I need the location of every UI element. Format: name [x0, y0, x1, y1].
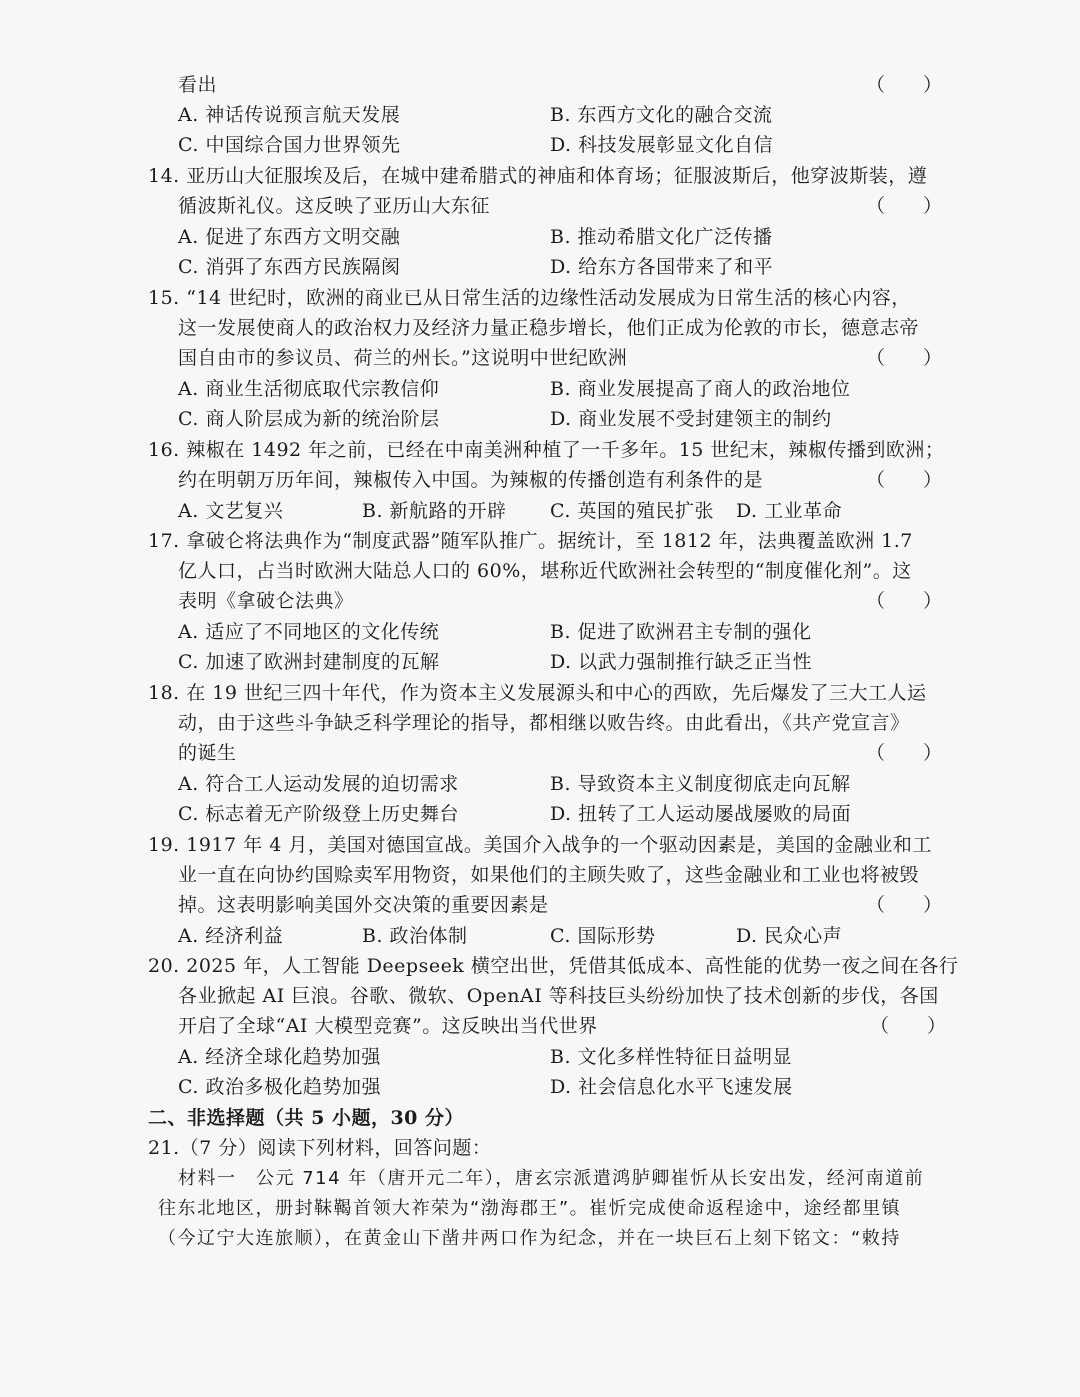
q20-option-c: C. 政治多极化趋势加强: [178, 1076, 381, 1098]
q17-option-b: B. 促进了欧洲君主专制的强化: [550, 621, 812, 643]
q13-stem-tail: 看出: [178, 74, 218, 96]
q14-stem-line: 14. 亚历山大征服埃及后，在城中建希腊式的神庙和体育场；征服波斯后，他穿波斯装，遵: [148, 165, 928, 187]
q14-option-b: B. 推动希腊文化广泛传播: [550, 226, 773, 248]
q17-option-d: D. 以武力强制推行缺乏正当性: [550, 651, 813, 673]
q15-option-d: D. 商业发展不受封建领主的制约: [550, 408, 832, 430]
q19-stem-line: 业一直在向协约国赊卖军用物资，如果他们的主顾失败了，这些金融业和工业也将被毁: [178, 864, 920, 886]
q13-option-b: B. 东西方文化的融合交流: [550, 104, 773, 126]
q13-option-d: D. 科技发展彰显文化自信: [550, 134, 774, 156]
q19-option-d: D. 民众心声: [736, 925, 843, 947]
section-heading: 二、非选择题（共 5 小题，30 分）: [148, 1107, 465, 1129]
q20-stem-line: 各业掀起 AI 巨浪。谷歌、微软、OpenAI 等科技巨头纷纷加快了技术创新的步伐，各国: [178, 985, 939, 1007]
q17-stem-line: 表明《拿破仑法典》: [178, 590, 354, 612]
q14-answer-paren: （ ）: [866, 195, 943, 217]
q18-option-d: D. 扭转了工人运动屡战屡败的局面: [550, 803, 852, 825]
q13-option-a: A. 神话传说预言航天发展: [178, 104, 401, 126]
q19-answer-paren: （ ）: [866, 894, 943, 916]
q15-option-b: B. 商业发展提高了商人的政治地位: [550, 378, 851, 400]
q20-stem-line: 开启了全球“AI 大模型竞赛”。这反映出当代世界: [178, 1015, 598, 1037]
q15-stem-line: 国自由市的参议员、荷兰的州长。”这说明中世纪欧洲: [178, 347, 628, 369]
q18-option-c: C. 标志着无产阶级登上历史舞台: [178, 803, 459, 825]
q17-option-c: C. 加速了欧洲封建制度的瓦解: [178, 651, 440, 673]
q13-answer-paren: （ ）: [866, 74, 943, 96]
q16-stem-line: 约在明朝万历年间，辣椒传入中国。为辣椒的传播创造有利条件的是: [178, 469, 764, 491]
q18-stem-line: 18. 在 19 世纪三四十年代，作为资本主义发展源头和中心的西欧，先后爆发了三大工人运: [148, 682, 927, 704]
q16-stem-line: 16. 辣椒在 1492 年之前，已经在中南美洲种植了一千多年。15 世纪末，辣椒传播到欧洲；: [148, 439, 945, 461]
q15-stem-line: 这一发展使商人的政治权力及经济力量正稳步增长，他们正成为伦敦的市长，德意志帝: [178, 317, 920, 339]
q21-stem: 21.（7 分）阅读下列材料，回答问题：: [148, 1137, 492, 1159]
q19-option-c: C. 国际形势: [550, 925, 656, 947]
q18-stem-line: 动，由于这些斗争缺乏科学理论的指导，都相继以败告终。由此看出，《共产党宣言》: [178, 712, 910, 734]
q13-option-c: C. 中国综合国力世界领先: [178, 134, 401, 156]
q19-option-a: A. 经济利益: [178, 925, 284, 947]
q20-stem-line: 20. 2025 年，人工智能 Deepseek 横空出世，凭借其低成本、高性能的优势一夜之间在各行: [148, 955, 959, 977]
q19-option-b: B. 政治体制: [362, 925, 468, 947]
q17-answer-paren: （ ）: [866, 590, 943, 612]
q20-option-b: B. 文化多样性特征日益明显: [550, 1046, 793, 1068]
q19-stem-line: 19. 1917 年 4 月，美国对德国宣战。美国介入战争的一个驱动因素是，美国的金融业和工: [148, 834, 932, 856]
q14-option-a: A. 促进了东西方文明交融: [178, 226, 401, 248]
q15-answer-paren: （ ）: [866, 347, 943, 369]
q16-option-c: C. 英国的殖民扩张: [550, 500, 714, 522]
q21-material-line: （今辽宁大连旅顺），在黄金山下凿井两口作为纪念，并在一块巨石上刻下铭文：“敕持: [158, 1228, 901, 1249]
q14-stem-line: 循波斯礼仪。这反映了亚历山大东征: [178, 195, 491, 217]
q16-option-d: D. 工业革命: [736, 500, 843, 522]
q20-option-d: D. 社会信息化水平飞速发展: [550, 1076, 793, 1098]
q15-option-c: C. 商人阶层成为新的统治阶层: [178, 408, 440, 430]
q21-material-line: 往东北地区，册封靺鞨首领大祚荣为“渤海郡王”。崔忻完成使命返程途中，途经都里镇: [158, 1198, 902, 1219]
q16-option-b: B. 新航路的开辟: [362, 500, 507, 522]
q18-option-a: A. 符合工人运动发展的迫切需求: [178, 773, 459, 795]
q17-stem-line: 亿人口，占当时欧洲大陆总人口的 60%，堪称近代欧洲社会转型的“制度催化剂”。这: [178, 560, 912, 582]
q21-material-line: 材料一 公元 714 年（唐开元二年），唐玄宗派遣鸿胪卿崔忻从长安出发，经河南道前: [178, 1168, 925, 1189]
q17-stem-line: 17. 拿破仑将法典作为“制度武器”随军队推广。据统计，至 1812 年，法典覆盖欧洲 1.7: [148, 530, 913, 552]
q14-option-c: C. 消弭了东西方民族隔阂: [178, 256, 401, 278]
q20-option-a: A. 经济全球化趋势加强: [178, 1046, 381, 1068]
q15-stem-line: 15. “14 世纪时，欧洲的商业已从日常生活的边缘性活动发展成为日常生活的核心内容，: [148, 287, 911, 309]
q17-option-a: A. 适应了不同地区的文化传统: [178, 621, 440, 643]
q15-option-a: A. 商业生活彻底取代宗教信仰: [178, 378, 440, 400]
q18-stem-line: 的诞生: [178, 742, 237, 764]
q16-answer-paren: （ ）: [866, 469, 943, 491]
q18-answer-paren: （ ）: [866, 742, 943, 764]
q16-option-a: A. 文艺复兴: [178, 500, 284, 522]
q18-option-b: B. 导致资本主义制度彻底走向瓦解: [550, 773, 851, 795]
q20-answer-paren: （ ）: [870, 1015, 947, 1037]
q19-stem-line: 掉。这表明影响美国外交决策的重要因素是: [178, 894, 549, 916]
q14-option-d: D. 给东方各国带来了和平: [550, 256, 774, 278]
